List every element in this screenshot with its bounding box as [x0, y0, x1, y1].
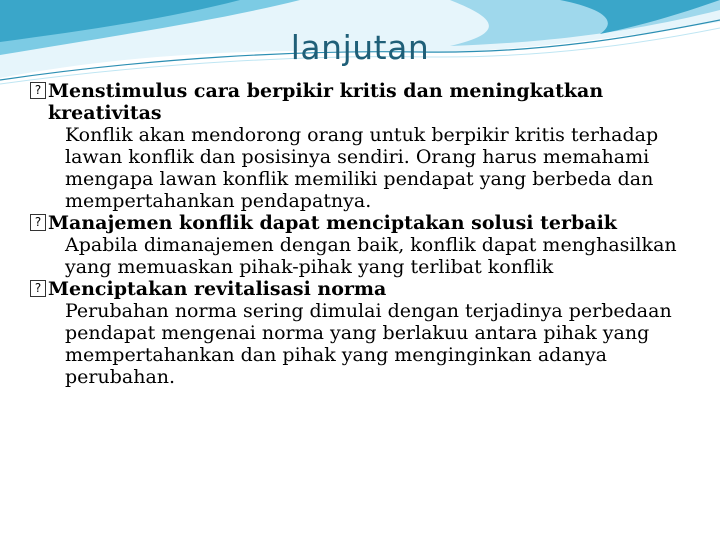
- slide-content: [30, 80, 700, 388]
- point-text: Perubahan norma sering dimulai dengan terjadinya perbedaan pendapat mengenai norma yang berlakuu antara pihak yang mempertahankan dan pihak yang menginginkan adanya perubahan.: [65, 300, 672, 388]
- bullet-box-icon: ?: [30, 82, 46, 99]
- point-2: [30, 212, 700, 278]
- bullet-box-icon: ?: [30, 280, 46, 297]
- point-heading: Menciptakan revitalisasi norma: [48, 278, 387, 300]
- point-3: [30, 278, 700, 388]
- point-heading: Menstimulus cara berpikir kritis dan meningkatkan kreativitas: [48, 80, 604, 124]
- point-heading: Manajemen konflik dapat menciptakan solusi terbaik: [48, 212, 617, 234]
- slide-title: lanjutan: [290, 28, 430, 67]
- bullet-box-icon: ?: [30, 214, 46, 231]
- point-1: [30, 80, 700, 212]
- point-text: Konflik akan mendorong orang untuk berpikir kritis terhadap lawan konflik dan posisinya sendiri. Orang harus memahami mengapa lawan konflik memiliki pendapat yang berbeda dan mempertahankan pendapatnya.: [65, 124, 659, 212]
- point-text: Apabila dimanajemen dengan baik, konflik dapat menghasilkan yang memuaskan pihak-pihak yang terlibat konflik: [65, 234, 677, 278]
